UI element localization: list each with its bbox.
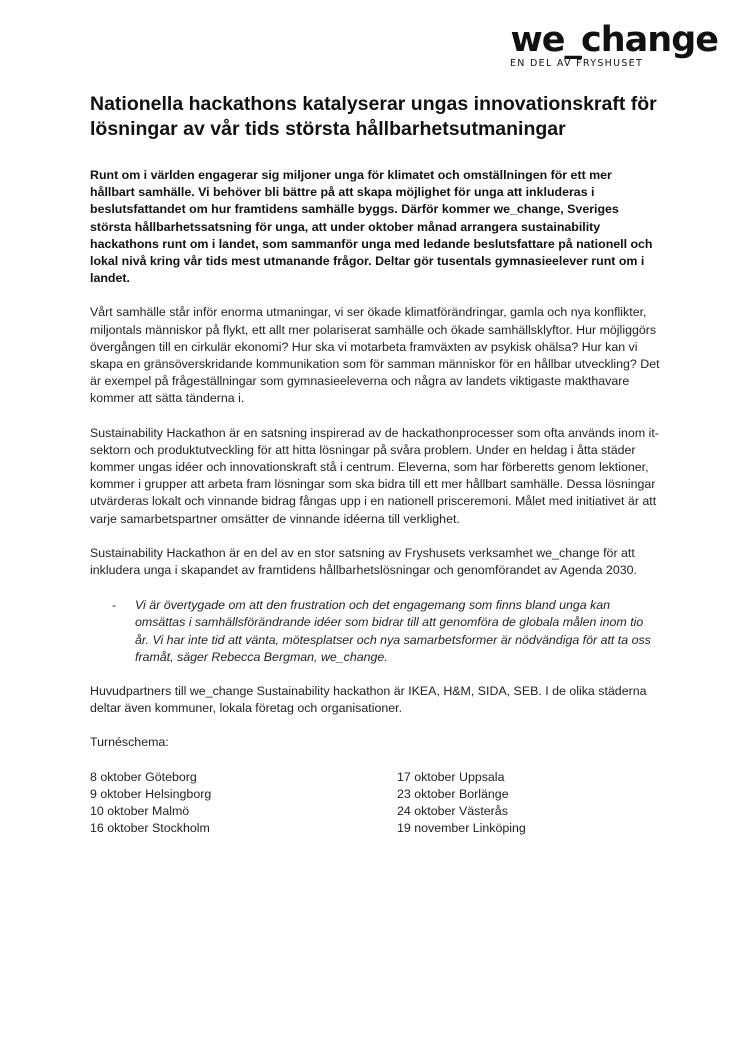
schedule-item: 19 november Linköping [397, 821, 526, 836]
article-lead: Runt om i världen engagerar sig miljoner unga för klimatet och omställningen för ett mer hållbart samhälle. Vi behöver bli bättre på att skapa möjlighet för unga att inkluderas i beslutsfattandet om hur framtidens samhälle byggs. Därför kommer we_change, Sveriges största hållbarhetssatsning för unga, att under oktober månad arrangera sustainability hackathons runt om i landet, som sammanför unga med ledande beslutsfattare på nationell och lokal nivå kring vår tids mest utmanande frågor. Deltar gör tusentals gymnasieelever runt om i landet. [90, 168, 653, 286]
schedule-item: 17 oktober Uppsala [397, 769, 505, 784]
schedule-item: 10 oktober Malmö [90, 804, 190, 819]
schedule-heading: Turnéschema: [90, 735, 169, 750]
schedule-item: 9 oktober Helsingborg [90, 786, 212, 801]
schedule-item: 23 oktober Borlänge [397, 786, 509, 801]
quote-text: Vi är övertygade om att den frustration och det engagemang som finns bland unga kan omsättas i samhällsförändrande idéer som bidrar till att genomföra de globala målen inom tio år. Vi har inte tid att vänta, mötesplatser och nya samarbetsformer är nödvändiga för att ta oss framåt, säger Rebecca Bergman, we_change. [135, 598, 651, 664]
schedule-item: 16 oktober Stockholm [90, 821, 210, 836]
quote-block [90, 597, 660, 666]
paragraph-challenges: Vårt samhälle står inför enorma utmaningar, vi ser ökade klimatförändringar, gamla och nya konflikter, miljontals människor på flykt, ett allt mer polariserat samhälle och ökade samhällsklyftor. Hur möjliggörs övergången till en cirkulär ekonomi? Hur ska vi motarbeta framväxten av psykisk ohälsa? Hur kan vi skapa en gränsöverskridande kommunikation som för samman människor för en hållbar utveckling? Det är exempel på frågeställningar som gymnasieeleverna och några av landets viktigaste makthavare kommer att sätta tänderna i. [90, 305, 660, 406]
article-title: Nationella hackathons katalyserar ungas innovationskraft för lösningar av vår tids största hållbarhetsutmaningar [90, 93, 657, 140]
paragraph-hackathon: Sustainability Hackathon är en satsning inspirerad av de hackathonprocesser som ofta används inom it-sektorn och produktutveckling för att hitta lösningar på svåra problem. Under en heldag i åtta städer kommer ungas idéer och innovationskraft stå i centrum. Eleverna, som har förberetts genom lektioner, kommer i grupper att arbeta fram lösningar som ska bidra till ett mer hållbart samhälle. Dessa lösningar utvärderas lokalt och vinnande bidrag fångas upp i en nationell prisceremoni. Målet med initiativet är att varje samarbetspartner omsätter de vinnande idéerna till verklighet. [90, 425, 659, 526]
schedule-item: 8 oktober Göteborg [90, 769, 197, 784]
schedule-column-left [90, 769, 397, 838]
quote-dash: - [112, 598, 117, 613]
schedule-item: 24 oktober Västerås [397, 804, 508, 819]
paragraph-we-change: Sustainability Hackathon är en del av en stor satsning av Fryshusets verksamhet we_change för att inkludera unga i skapandet av framtidens hållbarhetslösningar och genomförandet av Agenda 2030. [90, 545, 637, 578]
logo-subtitle: EN DEL AV FRYSHUSET [510, 58, 644, 69]
schedule-column-right [397, 769, 660, 838]
schedule-table [90, 769, 660, 838]
paragraph-partners: Huvudpartners till we_change Sustainability hackathon är IKEA, H&M, SIDA, SEB. I de olika städerna deltar även kommuner, lokala företag och organisationer. [90, 684, 647, 716]
logo-wordmark: we_change [510, 20, 718, 60]
press-release [90, 92, 660, 838]
we-change-logo [506, 22, 718, 70]
